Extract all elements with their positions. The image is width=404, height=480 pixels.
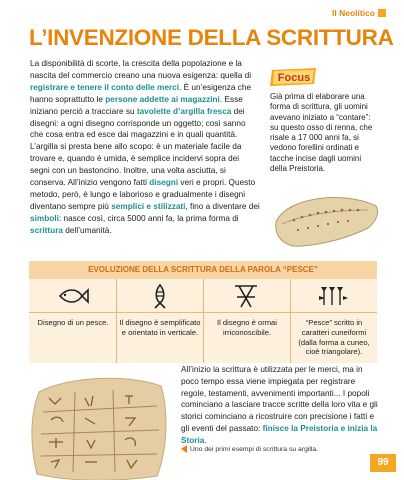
clay-tablet-image: [29, 372, 170, 480]
fish-drawing-icon: [57, 283, 89, 309]
lower-text-end: .: [204, 435, 207, 445]
highlight-4: disegni: [149, 178, 179, 188]
main-paragraph: [30, 58, 260, 237]
table-cell-desc: Disegno di un pesce.: [37, 318, 109, 327]
description-row: [29, 312, 377, 363]
highlight-2: persone addette ai magazzini: [105, 94, 220, 104]
body-text-2: . È un’esigenza che hanno soprattutto le: [30, 82, 252, 104]
symbol-row: [29, 279, 377, 313]
caption-arrow-icon: [181, 445, 187, 453]
body-text-5: veri e propri. Questo metodo, però, è lungo e laborioso e gradualmente i disegni diventano sempre più: [30, 178, 256, 211]
body-text-6: , fino a diventare dei: [185, 201, 260, 211]
table-header: EVOLUZIONE DELLA SCRITTURA DELLA PAROLA “PESCE”: [29, 261, 377, 279]
tablet-caption: [181, 445, 318, 453]
focus-badge-label: Focus: [277, 72, 311, 84]
body-text-1: La disponibilità di scorte, la crescita della popolazione e la nascita del commercio creano una nuova esigenza: quella di: [30, 59, 252, 80]
body-text-4: dei disegni: a ogni disegno corrisponde un oggetto; così sanno che cosa entra ed esce dai magazzini e in quali quantità. L’argilla si presta bene allo scopo: è un materiale facile da trovare e, quando è umida, è semplice incidervi sopra dei segni con un bastoncino. Inoltre, una volta asciutta, si conserva. All’inizio vengono fatti: [30, 106, 246, 188]
lower-highlight: finisce la Preistoria e inizia la Storia: [181, 423, 378, 445]
table-cell-desc: “Pesce” scritto in caratteri cuneiformi (dalla forma a cuneo, cioè triangolare).: [298, 318, 370, 357]
body-text-3: . Esse iniziano perciò a tracciare su: [30, 94, 243, 116]
lower-text-body: All’inizio la scrittura è utilizzata per le merci, ma in poco tempo essa viene impiegata per registrare regole, testamenti, avvenimenti importanti... I popoli cominciano a lasciare tracce scritte della loro vita e gli storici cominciano a ricostruire con precisione i fatti e gli eventi del passato:: [181, 365, 378, 433]
bone-image: [272, 182, 380, 252]
section-square-icon: [378, 9, 386, 17]
fish-cuneiform-icon: [317, 283, 349, 309]
table-cell-desc: Il disegno è ormai irriconoscibile.: [217, 318, 277, 337]
focus-text: Già prima di elaborare una forma di scrittura, gli uomini avevano iniziato a “contare”: su questo osso di renna, che risale a 17 000 anni fa, si vedono forellini ordinati e tacche incise dagli uomini della Preistoria.: [270, 92, 373, 174]
section-tag-label: Il Neolitico: [332, 8, 375, 18]
highlight-7: scrittura: [30, 225, 64, 235]
fish-vertical-icon: [145, 283, 175, 309]
highlight-3: tavolette d’argilla fresca: [136, 106, 232, 116]
caption-text: Uno dei primi esempi di scrittura su argilla.: [190, 445, 319, 453]
table-cell-desc: Il disegno è semplificato e orientato in verticale.: [119, 318, 201, 337]
body-text-8: dell’umanità.: [63, 225, 112, 235]
body-text-7: : nasce così, circa 5000 anni fa, la prima forma di: [58, 213, 239, 223]
highlight-1: registrare e tenere il conto delle merci: [30, 82, 180, 92]
fish-abstract-icon: [231, 283, 261, 309]
page-number: 99: [370, 454, 396, 472]
focus-badge: [270, 68, 318, 86]
lower-paragraph: [181, 364, 381, 447]
page-title: L’INVENZIONE DELLA SCRITTURA: [29, 25, 394, 50]
highlight-6: simboli: [30, 213, 59, 223]
section-tag: [332, 8, 386, 18]
highlight-5: semplici e stilizzati: [111, 201, 186, 211]
